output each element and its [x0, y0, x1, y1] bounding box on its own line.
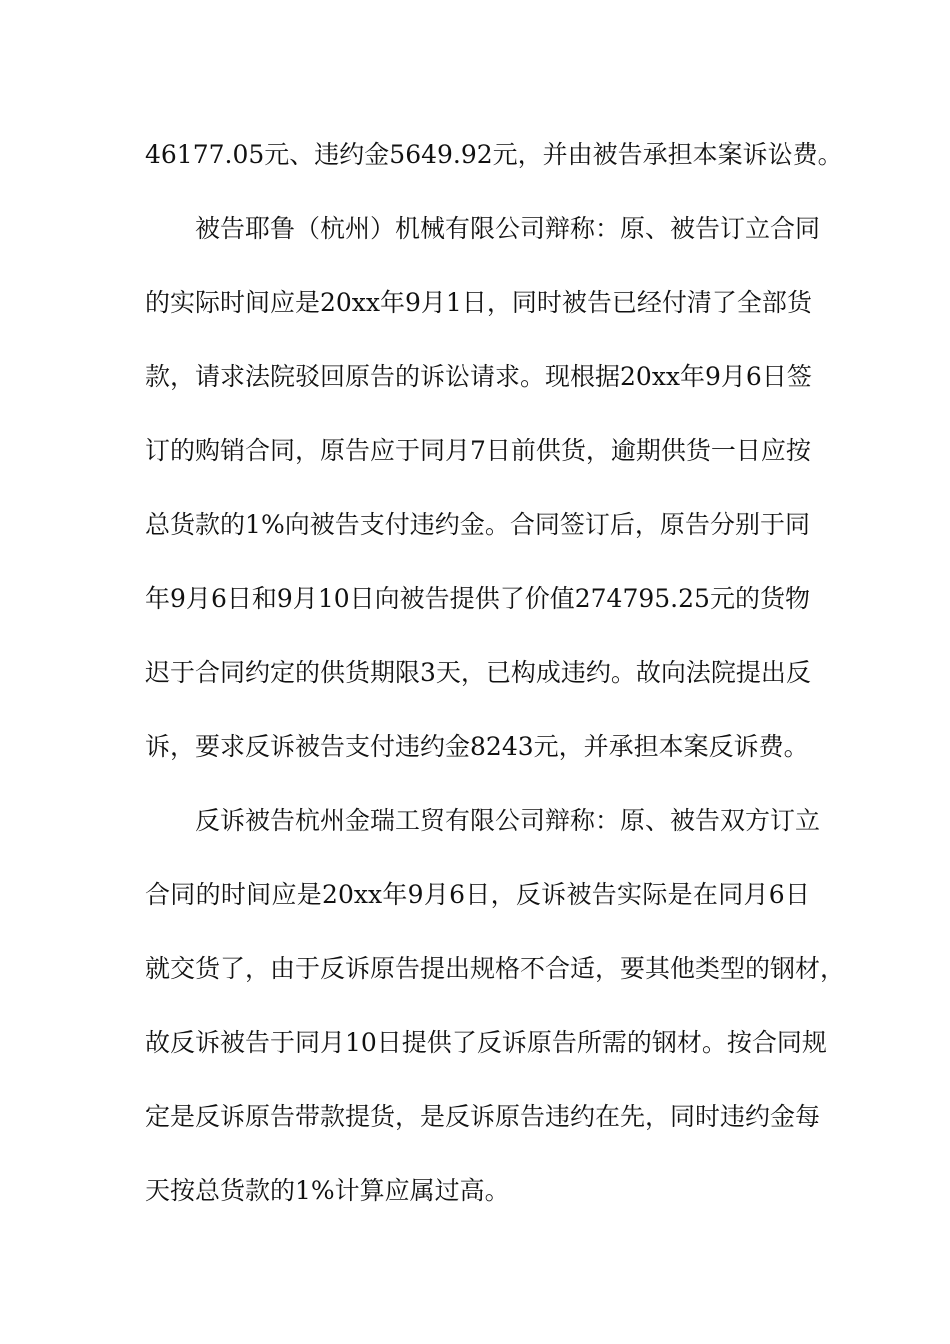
paragraph-line-15: 天按总货款的1%计算应属过高。: [145, 1176, 510, 1205]
paragraph-line-5: 订的购销合同，原告应于同月7日前供货，逾期供货一日应按: [145, 436, 811, 465]
paragraph-line-9: 诉，要求反诉被告支付违约金8243元，并承担本案反诉费。: [145, 732, 809, 761]
paragraph-line-13: 故反诉被告于同月10日提供了反诉原告所需的钢材。按合同规: [145, 1028, 827, 1057]
paragraph-line-10: 反诉被告杭州金瑞工贸有限公司辩称：原、被告双方订立: [195, 806, 821, 835]
paragraph-line-2: 被告耶鲁（杭州）机械有限公司辩称：原、被告订立合同: [195, 214, 821, 243]
paragraph-line-8: 迟于合同约定的供货期限3天，已构成违约。故向法院提出反: [145, 658, 811, 687]
paragraph-line-11: 合同的时间应是20xx年9月6日，反诉被告实际是在同月6日: [145, 880, 810, 909]
paragraph-line-14: 定是反诉原告带款提货，是反诉原告违约在先，同时违约金每: [145, 1102, 821, 1131]
paragraph-line-6: 总货款的1%向被告支付违约金。合同签订后，原告分别于同: [145, 510, 810, 539]
paragraph-line-1: 46177.05元、违约金5649.92元，并由被告承担本案诉讼费。: [145, 140, 843, 169]
paragraph-line-7: 年9月6日和9月10日向被告提供了价值274795.25元的货物: [145, 584, 810, 613]
paragraph-line-3: 的实际时间应是20xx年9月1日，同时被告已经付清了全部货: [145, 288, 812, 317]
paragraph-line-12: 就交货了，由于反诉原告提出规格不合适，要其他类型的钢材，: [145, 954, 846, 983]
paragraph-line-4: 款，请求法院驳回原告的诉讼请求。现根据20xx年9月6日签: [145, 362, 812, 391]
